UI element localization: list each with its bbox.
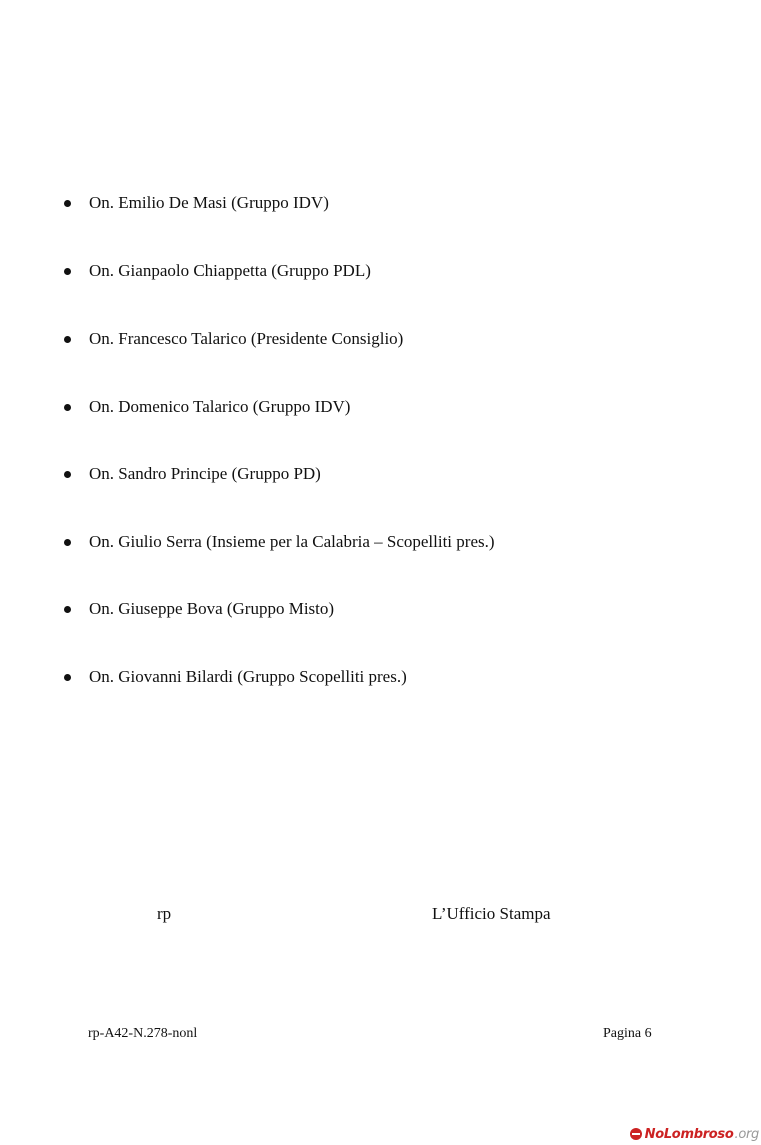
bullet-icon bbox=[64, 471, 71, 478]
footer-page-number: Pagina 6 bbox=[603, 1026, 652, 1041]
list-item bbox=[60, 665, 407, 689]
watermark-part-2: Lombroso bbox=[663, 1126, 734, 1142]
attendee-name: On. Sandro Principe (Gruppo PD) bbox=[89, 464, 321, 483]
watermark bbox=[629, 1125, 759, 1143]
bullet-icon bbox=[64, 268, 71, 275]
attendee-name: On. Giuseppe Bova (Gruppo Misto) bbox=[89, 599, 335, 618]
footer-reference: rp-A42-N.278-nonl bbox=[88, 1026, 198, 1041]
attendee-name: On. Domenico Talarico (Gruppo IDV) bbox=[89, 397, 351, 416]
list-item bbox=[60, 395, 350, 419]
attendee-name: On. Gianpaolo Chiappetta (Gruppo PDL) bbox=[89, 261, 371, 280]
list-item bbox=[60, 259, 371, 283]
watermark-part-3: .org bbox=[734, 1126, 759, 1142]
bullet-icon bbox=[64, 539, 71, 546]
attendee-name: On. Francesco Talarico (Presidente Consiglio) bbox=[89, 329, 404, 348]
list-item bbox=[60, 462, 321, 486]
bullet-icon bbox=[64, 404, 71, 411]
no-entry-icon bbox=[629, 1127, 643, 1141]
list-item bbox=[60, 327, 403, 351]
watermark-part-1: No bbox=[644, 1126, 664, 1142]
bullet-icon bbox=[64, 606, 71, 613]
bullet-icon bbox=[64, 336, 71, 343]
signature-initials: rp bbox=[157, 904, 172, 923]
bullet-icon bbox=[64, 674, 71, 681]
attendee-name: On. Emilio De Masi (Gruppo IDV) bbox=[89, 193, 329, 212]
bullet-icon bbox=[64, 200, 71, 207]
list-item bbox=[60, 530, 495, 554]
signature-office: L’Ufficio Stampa bbox=[432, 904, 551, 923]
attendee-name: On. Giovanni Bilardi (Gruppo Scopelliti pres.) bbox=[89, 667, 407, 686]
list-item bbox=[60, 597, 334, 621]
list-item bbox=[60, 191, 329, 215]
attendee-name: On. Giulio Serra (Insieme per la Calabria – Scopelliti pres.) bbox=[89, 532, 495, 551]
